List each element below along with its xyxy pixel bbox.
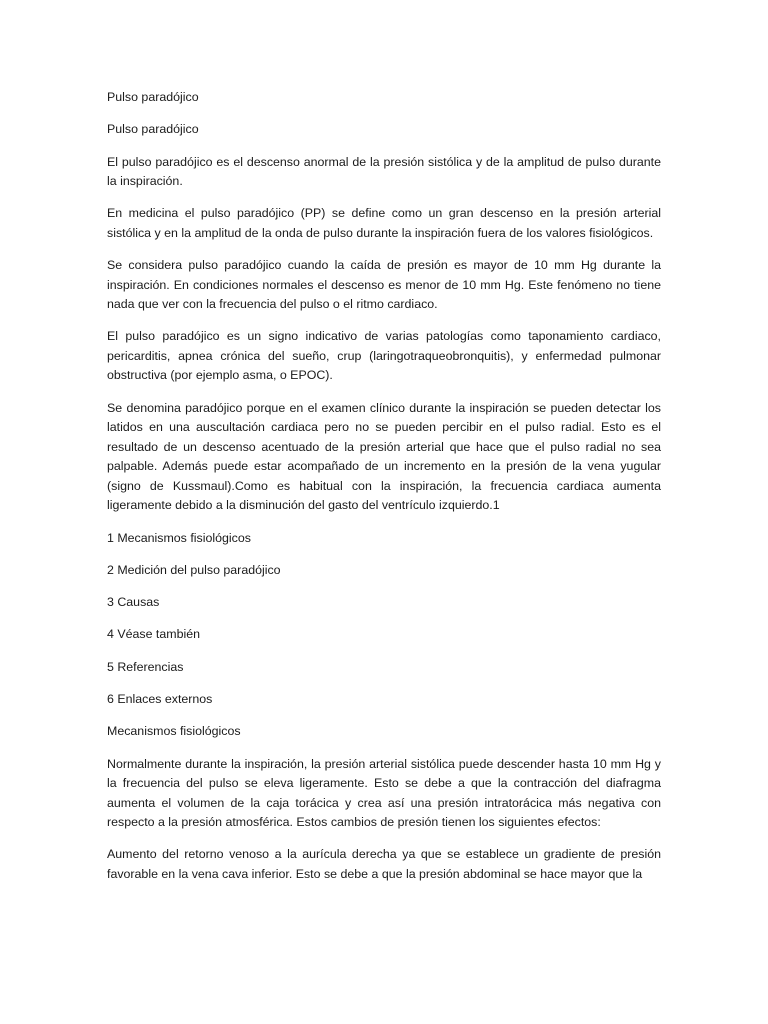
toc-item: 6 Enlaces externos (107, 692, 213, 707)
section-heading: Mecanismos fisiológicos (107, 724, 241, 739)
toc-item: 5 Referencias (107, 659, 184, 674)
paragraph: Se considera pulso paradójico cuando la caída de presión es mayor de 10 mm Hg durante la inspiración. En condiciones normales el descenso es menor de 10 mm Hg. Este fenómeno no tiene nada que ver con la frecuencia del pulso o el ritmo cardiaco. (107, 258, 661, 312)
section-paragraph: Aumento del retorno venoso a la aurícula derecha ya que se establece un gradiente de presión favorable en la vena cava inferior. Esto se debe a que la presión abdominal se hace mayor que la (107, 847, 661, 881)
toc-item: 2 Medición del pulso paradójico (107, 562, 281, 577)
toc-item: 3 Causas (107, 595, 160, 610)
toc-item: 1 Mecanismos fisiológicos (107, 530, 251, 545)
intro-paragraph: El pulso paradójico es el descenso anormal de la presión sistólica y de la amplitud de pulso durante la inspiración. (107, 154, 661, 189)
paragraph: En medicina el pulso paradójico (PP) se define como un gran descenso en la presión arterial sistólica y en la amplitud de la onda de pulso durante la inspiración fuera de los valores fisiológicos. (107, 206, 661, 240)
document-title: Pulso paradójico (107, 90, 199, 104)
paragraph: Se denomina paradójico porque en el examen clínico durante la inspiración se pueden detectar los latidos en una auscultación cardiaca pero no se pueden percibir en el pulso radial. Esto es el resultado de un descenso acentuado de la presión arterial que hace que el pulso radial no sea palpable. Además puede estar acompañado de un incremento en la presión de la vena yugular (signo de Kussmaul).Como es habitual con la inspiración, la frecuencia cardiaca aumenta ligeramente debido a la disminución del gasto del ventrículo izquierdo.1 (107, 400, 661, 513)
section-paragraph: Normalmente durante la inspiración, la presión arterial sistólica puede descender hasta 10 mm Hg y la frecuencia del pulso se eleva ligeramente. Esto se debe a que la contracción del diafragma aumenta el volumen de la caja torácica y crea así una presión intratorácica más negativa con respecto a la presión atmosférica. Estos cambios de presión tienen los siguientes efectos: (107, 756, 661, 830)
document-heading: Pulso paradójico (107, 122, 199, 137)
toc-item: 4 Véase también (107, 627, 200, 642)
paragraph: El pulso paradójico es un signo indicativo de varias patologías como taponamiento cardiaco, pericarditis, apnea crónica del sueño, crup (laringotraqueobronquitis), y enfermedad pulmonar obstructiva (por ejemplo asma, o EPOC). (107, 329, 661, 383)
document-body (107, 88, 661, 897)
